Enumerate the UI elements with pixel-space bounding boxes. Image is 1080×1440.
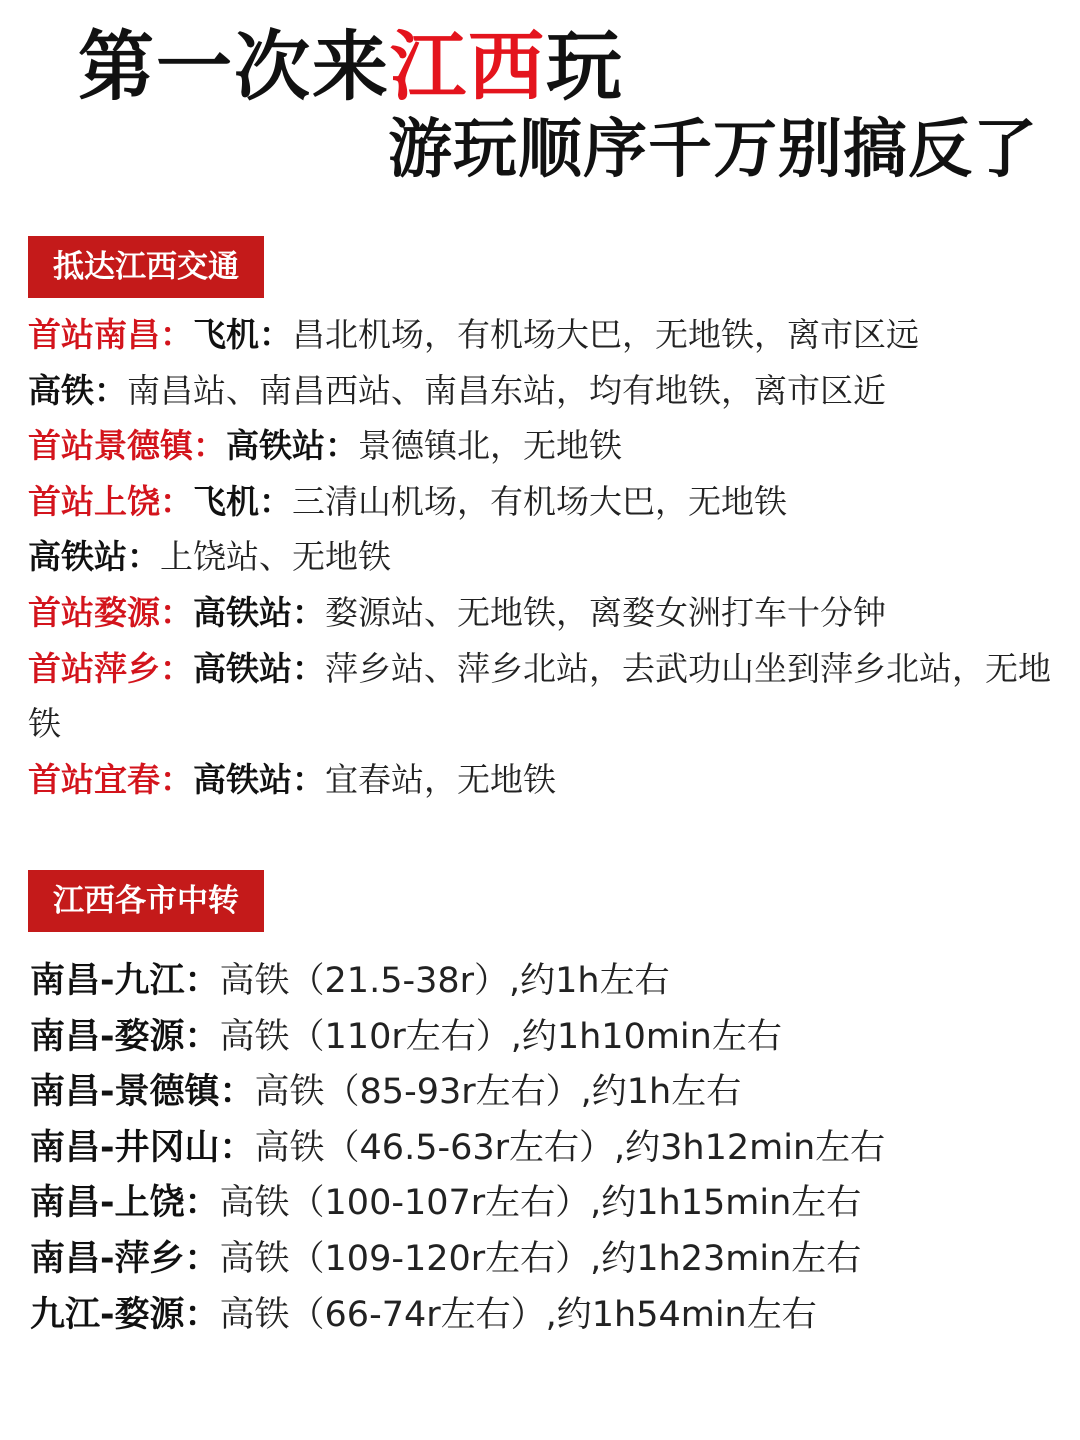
list-item: 九江-婺源：高铁（66-74r左右）,约1h54min左右 bbox=[30, 1294, 817, 1335]
section-badge-arrival: 抵达江西交通 bbox=[28, 236, 264, 298]
page-title bbox=[78, 22, 624, 112]
list-item: 南昌-上饶：高铁（100-107r左右）,约1h15min左右 bbox=[30, 1183, 862, 1224]
title-highlight: 江西 bbox=[390, 22, 546, 111]
section-badge-transfer: 江西各市中转 bbox=[28, 870, 264, 932]
list-item: 首站上饶：飞机：三清山机场，有机场大巴，无地铁 bbox=[28, 481, 787, 521]
list-item: 南昌-景德镇：高铁（85-93r左右）,约1h左右 bbox=[30, 1072, 742, 1113]
list-item: 南昌-萍乡：高铁（109-120r左右）,约1h23min左右 bbox=[30, 1238, 862, 1279]
list-item: 首站景德镇：高铁站：景德镇北，无地铁 bbox=[28, 426, 622, 466]
title-part1: 第一次来 bbox=[78, 22, 390, 111]
list-item: 南昌-九江：高铁（21.5-38r）,约1h左右 bbox=[30, 961, 670, 1001]
list-item: 首站婺源：高铁站：婺源站、无地铁，离婺女洲打车十分钟 bbox=[28, 592, 886, 632]
list-item: 高铁：南昌站、南昌西站、南昌东站，均有地铁，离市区近 bbox=[28, 370, 886, 410]
title-part2: 玩 bbox=[546, 22, 624, 111]
list-item: 高铁站：上饶站、无地铁 bbox=[28, 537, 391, 577]
list-item: 南昌-婺源：高铁（110r左右）,约1h10min左右 bbox=[30, 1016, 782, 1057]
list-item: 首站南昌：飞机：昌北机场，有机场大巴，无地铁，离市区远 bbox=[28, 315, 919, 354]
page-subtitle: 游玩顺序千万别搞反了 bbox=[388, 113, 1038, 187]
arrival-transport-list bbox=[28, 307, 1058, 807]
list-item: 首站萍乡：高铁站：萍乡站、萍乡北站，去武功山坐到萍乡北站，无地铁 bbox=[28, 648, 1051, 744]
transfer-route-list bbox=[30, 954, 1060, 1343]
list-item: 首站宜春：高铁站：宜春站，无地铁 bbox=[28, 759, 556, 799]
list-item: 南昌-井冈山：高铁（46.5-63r左右）,约3h12min左右 bbox=[30, 1127, 886, 1168]
